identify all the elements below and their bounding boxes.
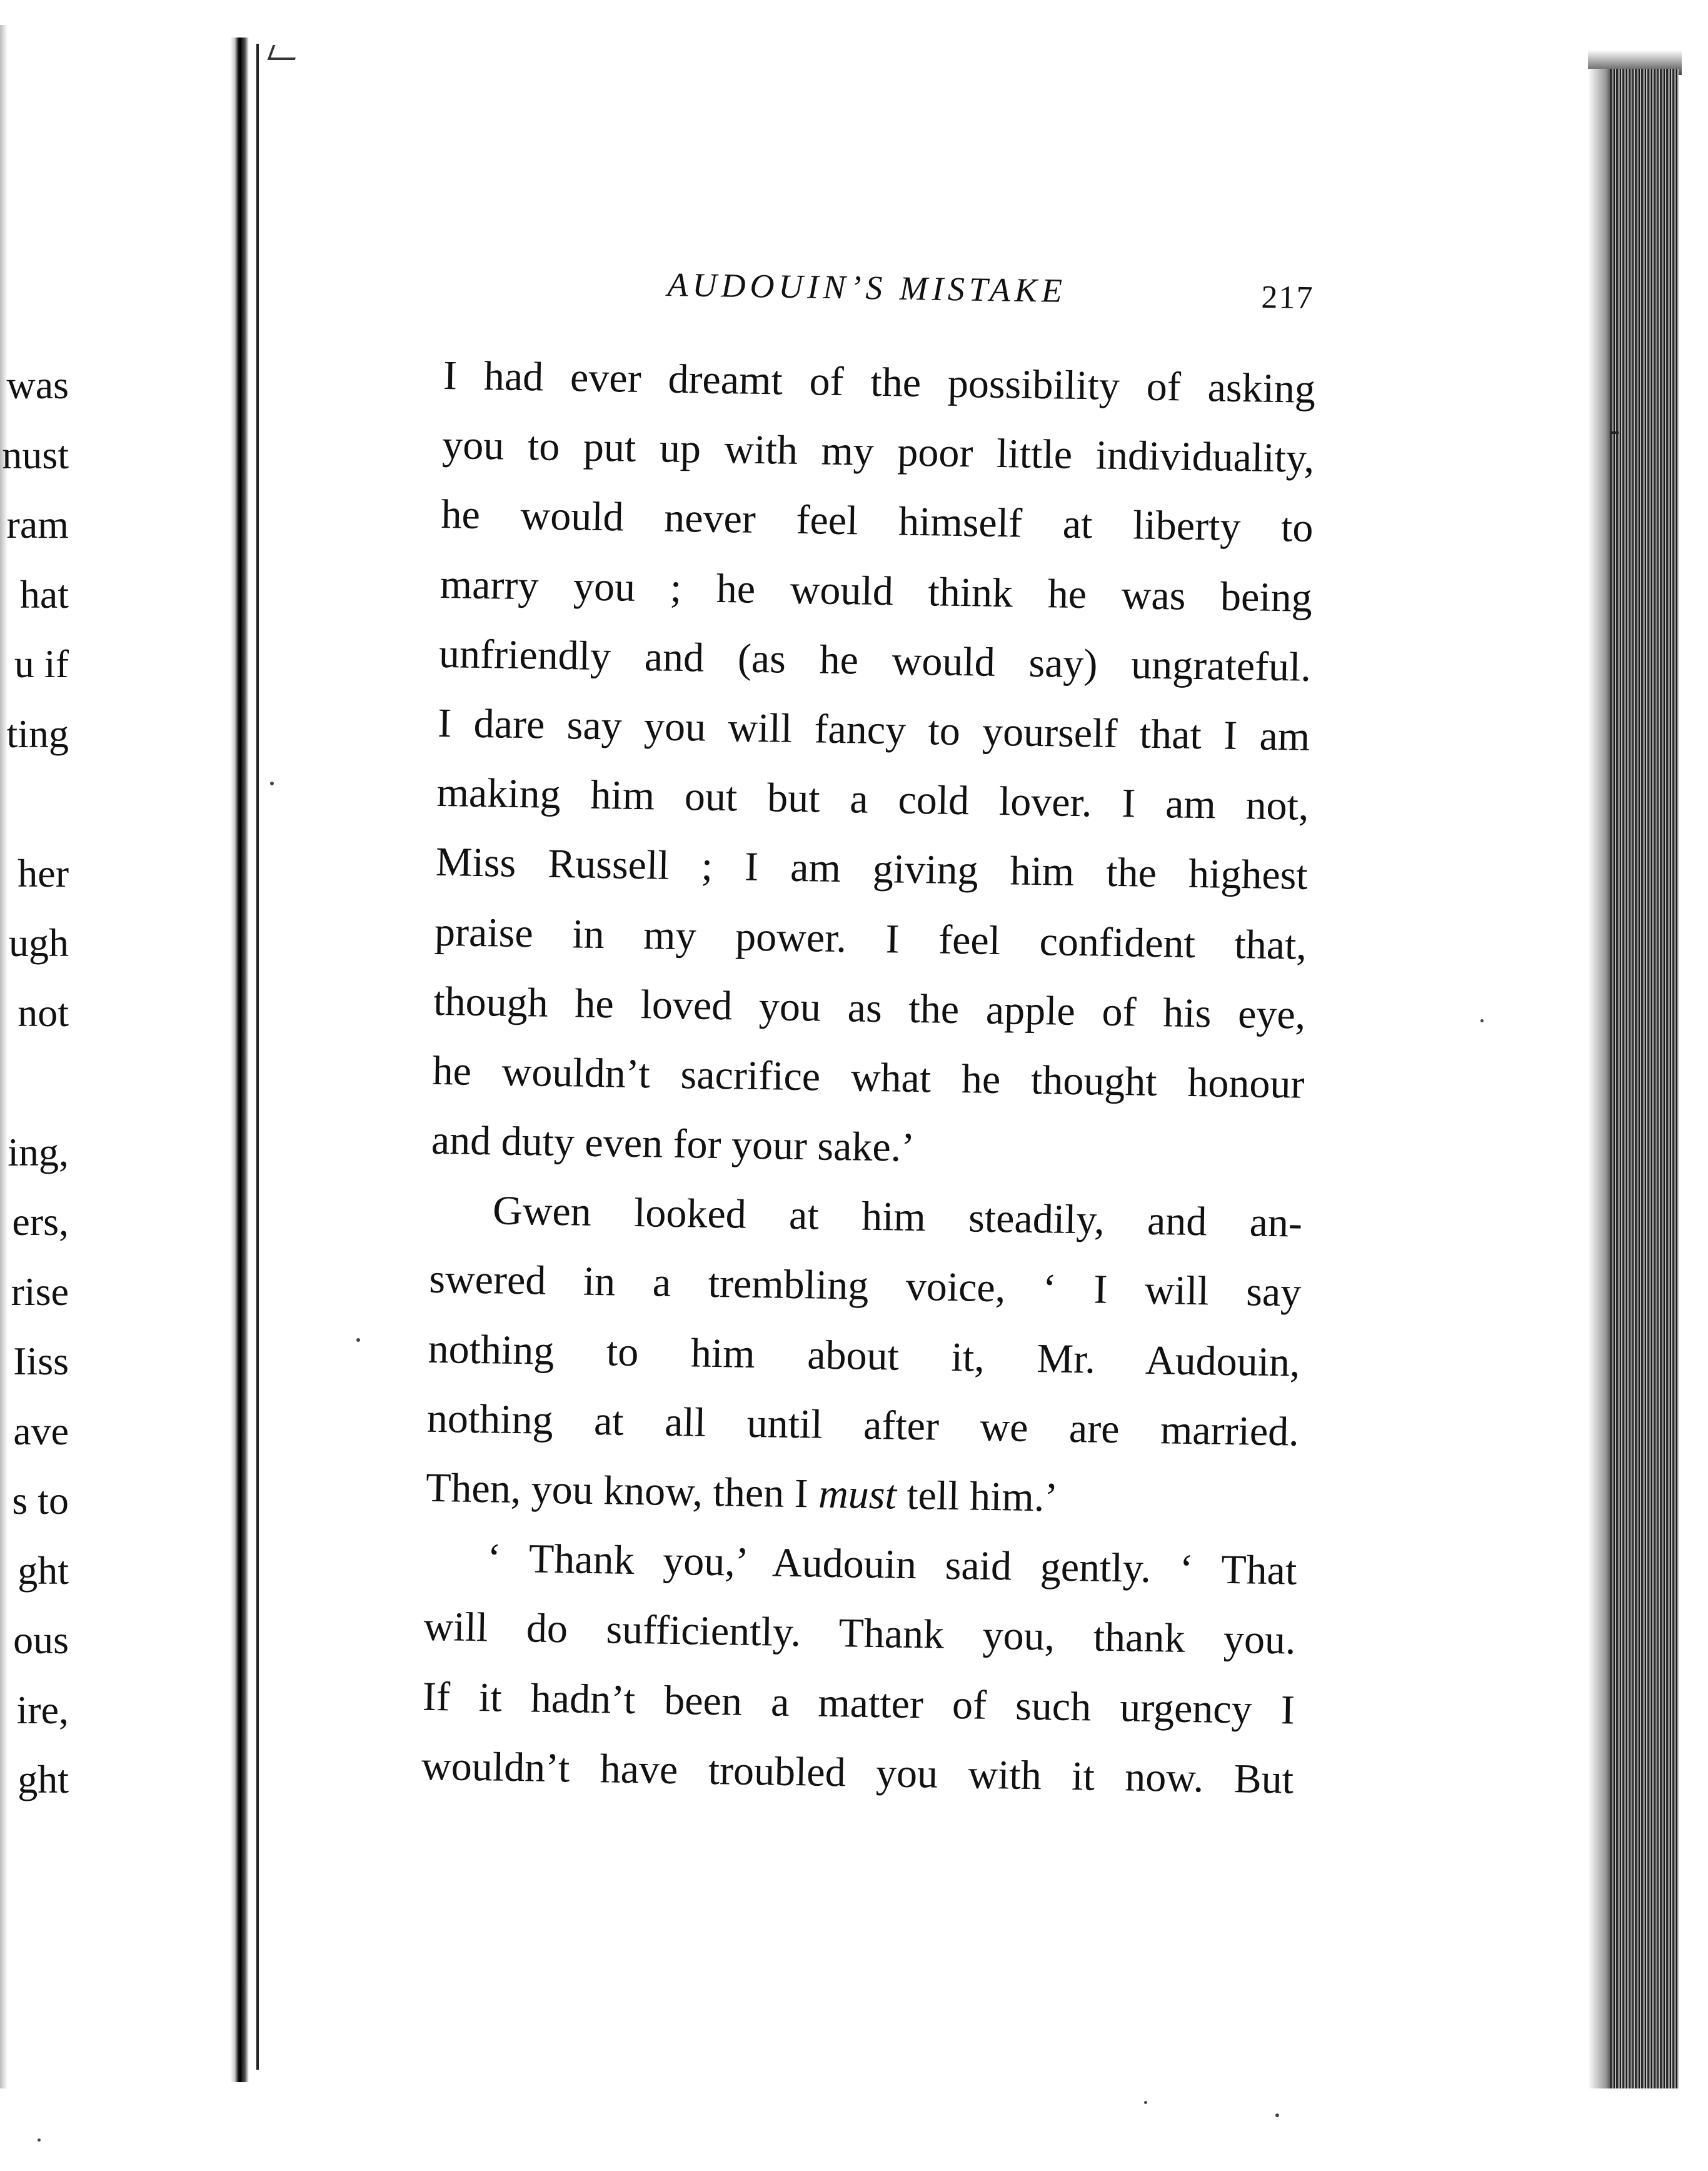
left-line: hat <box>19 572 69 617</box>
text-line: I had ever dreamt of the possibility of asking <box>443 352 1316 412</box>
left-line: ave <box>13 1408 69 1453</box>
page-number: 217 <box>1261 279 1314 316</box>
text-segment: Then, you know, then I <box>425 1464 809 1517</box>
text-line: though he loved you as the apple of his eye, <box>433 978 1306 1038</box>
text-line: I dare say you will fancy to yourself that I am <box>437 700 1310 760</box>
left-line: ous <box>13 1618 69 1662</box>
left-line: ram <box>6 502 69 547</box>
text-line: Miss Russell ; I am giving him the highest <box>435 839 1309 899</box>
left-line: ugh <box>9 920 69 965</box>
page-corner-mark <box>268 45 301 60</box>
left-line: her <box>18 850 69 895</box>
left-line <box>0 768 69 839</box>
page-body-text <box>421 341 1316 1815</box>
text-line: will do sufficiently. Thank you, thank you. <box>423 1604 1297 1664</box>
text-line-with-italic <box>425 1453 1299 1536</box>
running-head: AUDOUIN’S MISTAKE <box>667 265 1067 310</box>
scan-speck <box>1144 2101 1147 2104</box>
text-line: and duty even for your sake.’ <box>431 1117 915 1171</box>
fore-edge-notch <box>1610 431 1619 434</box>
scan-speck <box>1275 2113 1279 2117</box>
text-line: nothing at all until after we are married. <box>426 1395 1300 1455</box>
scan-speck <box>356 1338 360 1342</box>
book-fore-edge <box>1610 69 1679 2088</box>
left-line: ers, <box>12 1199 69 1244</box>
left-line: s to <box>12 1478 69 1523</box>
scan-speck <box>270 782 274 785</box>
left-line: rise <box>11 1269 69 1314</box>
left-line <box>0 1047 69 1117</box>
fore-edge-shadow <box>1588 69 1613 2088</box>
text-line: nothing to him about it, Mr. Audouin, <box>428 1326 1301 1386</box>
book-gutter-shadow <box>230 38 249 2082</box>
text-line: marry you ; he would think he was being <box>440 561 1313 621</box>
text-line: Gwen looked at him steadily, and an- <box>492 1187 1303 1246</box>
left-line: u if <box>14 642 69 686</box>
text-line: making him out but a cold lover. I am not, <box>436 770 1310 829</box>
text-segment: tell him.’ <box>906 1472 1058 1521</box>
left-line: was <box>6 363 69 407</box>
left-line: not <box>18 990 69 1035</box>
scan-speck <box>1480 1019 1484 1022</box>
left-page-text <box>0 350 69 1815</box>
text-line: he wouldn’t sacrifice what he thought honour <box>432 1047 1305 1107</box>
text-line: you to put up with my poor little individuality, <box>441 422 1315 482</box>
text-line: swered in a trembling voice, ‘ I will say <box>428 1256 1302 1316</box>
text-line: praise in my power. I feel confident that, <box>434 909 1307 969</box>
left-line: Iiss <box>13 1339 69 1383</box>
gutter-line <box>256 44 259 2070</box>
left-line: ing, <box>8 1129 69 1174</box>
scan-speck <box>38 2138 41 2142</box>
text-line: ‘ Thank you,’ Audouin said gently. ‘ That <box>486 1535 1297 1594</box>
left-line: nust <box>2 432 69 477</box>
text-line: wouldn’t have troubled you with it now. But <box>421 1743 1294 1803</box>
text-line: If it hadn’t been a matter of such urgency I <box>422 1673 1295 1733</box>
italic-word: must <box>818 1471 897 1518</box>
left-line: ire, <box>16 1687 69 1732</box>
text-line: unfriendly and (as he would say) ungrateful. <box>438 630 1312 690</box>
left-line: ght <box>18 1757 69 1801</box>
left-line: ting <box>6 711 69 756</box>
text-line: he would never feel himself at liberty to <box>441 491 1314 552</box>
left-line: ght <box>18 1548 69 1593</box>
